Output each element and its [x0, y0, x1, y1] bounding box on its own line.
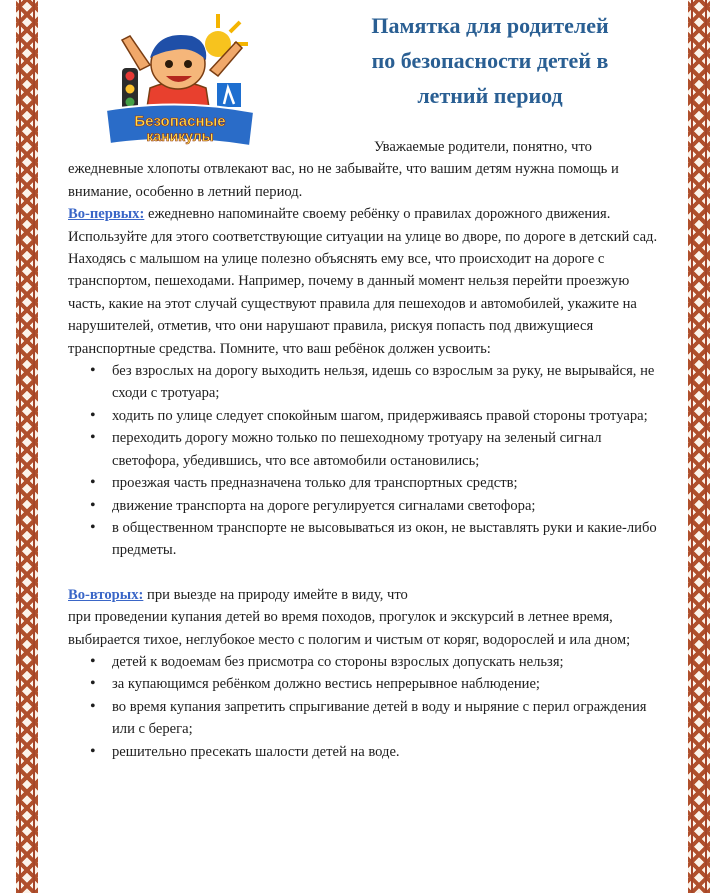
section1-list	[68, 360, 658, 562]
section1-label: Во-первых:	[68, 206, 145, 223]
section2-paragraph	[68, 584, 658, 651]
memo-body	[68, 136, 658, 763]
section1-text: ежедневно напоминайте своему ребёнку о правилах дорожного движения. Используйте для этого соответствующие ситуации на улице во дворе, по дороге в детский сад. Находясь с малышом на улице полезно объяснять ему все, что происходит на дороге с транспортом, пешеходами. Например, почему в данный момент нельзя перейти проезжую часть, какие на этот случай существуют правила для пешеходов и автомобилей, укажите на нарушителей, отметив, что они нарушают правила, рискуя попасть под движущиеся транспортные средства. Помните, что ваш ребёнок должен усвоить:	[68, 206, 658, 357]
list-item: • движение транспорта на дороге регулируется сигналами светофора;	[112, 495, 658, 517]
section2-text-line1: при выезде на природу имейте в виду, что	[143, 586, 408, 603]
section2-label: Во-вторых:	[68, 586, 144, 603]
safe-holidays-logo	[100, 10, 258, 148]
list-item: • в общественном транспорте не высовываться из окон, не выставлять руки и какие-либо предметы.	[112, 517, 658, 562]
list-item: • во время купания запретить спрыгивание детей в воду и ныряние с перил ограждения или с берега;	[112, 696, 658, 741]
page-title	[300, 8, 680, 113]
left-ornament-border	[16, 0, 38, 893]
right-ornament-border	[688, 0, 710, 893]
intro-paragraph: Уважаемые родители, понятно, что ежедневные хлопоты отвлекают вас, но не забывайте, что вашим детям нужна помощь и внимание, особенно в летний период.	[68, 139, 619, 200]
list-item: • детей к водоемам без присмотра со стороны взрослых допускать нельзя;	[112, 651, 658, 673]
section1-paragraph	[68, 203, 658, 360]
list-item: • решительно пресекать шалости детей на воде.	[112, 741, 658, 763]
list-item: • переходить дорогу можно только по пешеходному тротуару на зеленый сигнал светофора, убедившись, что все автомобили остановились;	[112, 427, 658, 472]
section2-list	[68, 651, 658, 763]
title-line: по безопасности детей в	[371, 48, 609, 73]
section2-text: при проведении купания детей во время походов, прогулок и экскурсий в летнее время, выбирается тихое, неглубокое место с пологим и чистым от коряг, водорослей и ила дном;	[68, 609, 631, 648]
svg-text:Безопасные: Безопасные	[134, 113, 226, 130]
title-line: Памятка для родителей	[371, 13, 609, 38]
list-item: • без взрослых на дорогу выходить нельзя, идешь со взрослым за руку, не вырывайся, не сходи с тротуара;	[112, 360, 658, 405]
list-item: • проезжая часть предназначена только для транспортных средств;	[112, 472, 658, 494]
list-item: • ходить по улице следует спокойным шагом, придерживаясь правой стороны тротуара;	[112, 405, 658, 427]
list-item: • за купающимся ребёнком должно вестись непрерывное наблюдение;	[112, 673, 658, 695]
svg-text:каникулы: каникулы	[146, 128, 214, 144]
title-line: летний период	[417, 83, 563, 108]
